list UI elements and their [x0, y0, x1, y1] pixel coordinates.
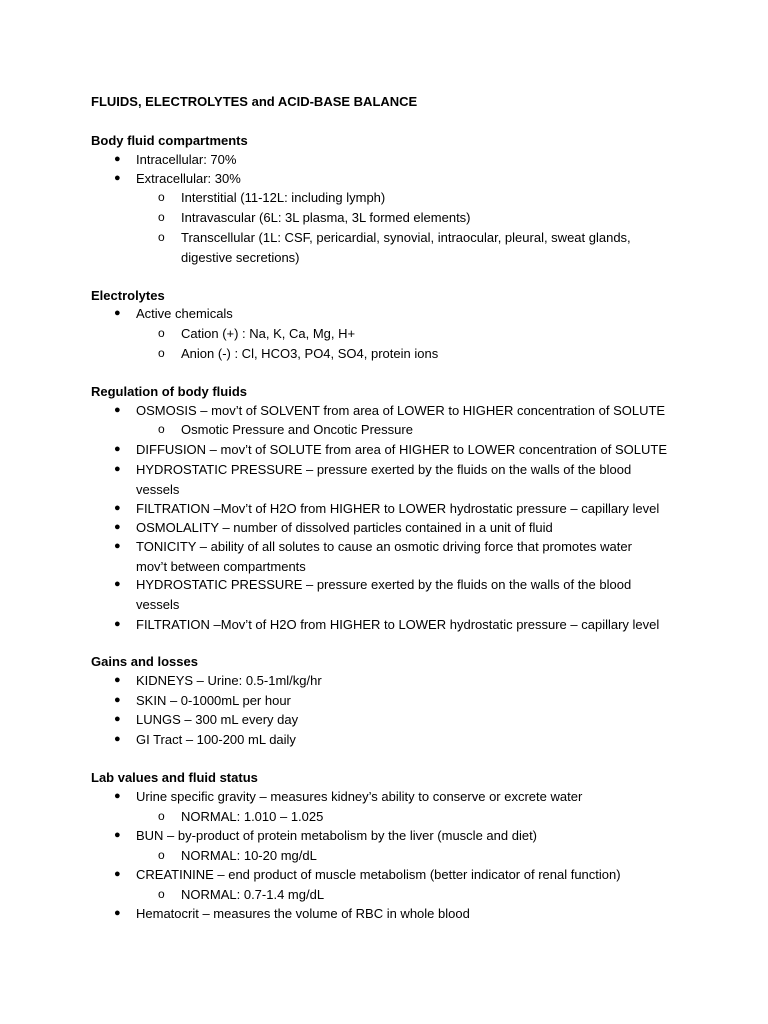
- sub-bullet-circle: o: [158, 809, 165, 823]
- sub-list-item: Cation (+) : Na, K, Ca, Mg, H+: [181, 326, 356, 341]
- list-item-continued: vessels: [136, 482, 180, 497]
- sub-bullet-circle: o: [158, 887, 165, 901]
- list-item: OSMOLALITY – number of dissolved particles contained in a unit of fluid: [136, 520, 553, 535]
- list-item: BUN – by-product of protein metabolism by the liver (muscle and diet): [136, 828, 538, 843]
- document-title: FLUIDS, ELECTROLYTES and ACID-BASE BALANCE: [91, 94, 418, 109]
- sub-bullet-circle: o: [158, 422, 165, 436]
- sub-list-item: Interstitial (11-12L: including lymph): [181, 190, 386, 205]
- sub-list-item: Intravascular (6L: 3L plasma, 3L formed elements): [181, 210, 471, 225]
- list-item: KIDNEYS – Urine: 0.5-1ml/kg/hr: [136, 673, 322, 688]
- bullet-dot: ●: [114, 674, 121, 686]
- bullet-dot: ●: [114, 172, 121, 184]
- bullet-dot: ●: [114, 404, 121, 416]
- section-heading-lab-values: Lab values and fluid status: [91, 770, 258, 785]
- list-item: GI Tract – 100-200 mL daily: [136, 732, 296, 747]
- bullet-dot: ●: [114, 307, 121, 319]
- bullet-dot: ●: [114, 502, 121, 514]
- list-item: Active chemicals: [136, 306, 233, 321]
- list-item: HYDROSTATIC PRESSURE – pressure exerted by the fluids on the walls of the blood: [136, 462, 632, 477]
- sub-list-item: NORMAL: 1.010 – 1.025: [181, 809, 324, 824]
- bullet-dot: ●: [114, 443, 121, 455]
- list-item: DIFFUSION – mov’t of SOLUTE from area of HIGHER to LOWER concentration of SOLUTE: [136, 442, 667, 457]
- bullet-dot: ●: [114, 153, 121, 165]
- sub-list-item: Anion (-) : Cl, HCO3, PO4, SO4, protein ions: [181, 346, 439, 361]
- list-item: OSMOSIS – mov’t of SOLVENT from area of LOWER to HIGHER concentration of SOLUTE: [136, 403, 666, 418]
- list-item: HYDROSTATIC PRESSURE – pressure exerted by the fluids on the walls of the blood: [136, 577, 632, 592]
- bullet-dot: ●: [114, 829, 121, 841]
- section-heading-compartments: Body fluid compartments: [91, 133, 248, 148]
- sub-bullet-circle: o: [158, 190, 165, 204]
- list-item: LUNGS – 300 mL every day: [136, 712, 299, 727]
- bullet-dot: ●: [114, 868, 121, 880]
- sub-list-item: Transcellular (1L: CSF, pericardial, synovial, intraocular, pleural, sweat glands,: [181, 230, 631, 245]
- sub-bullet-circle: o: [158, 848, 165, 862]
- list-item: SKIN – 0-1000mL per hour: [136, 693, 291, 708]
- list-item: FILTRATION –Mov’t of H2O from HIGHER to LOWER hydrostatic pressure – capillary level: [136, 501, 660, 516]
- list-item: FILTRATION –Mov’t of H2O from HIGHER to LOWER hydrostatic pressure – capillary level: [136, 617, 660, 632]
- sub-bullet-circle: o: [158, 210, 165, 224]
- bullet-dot: ●: [114, 540, 121, 552]
- list-item: Intracellular: 70%: [136, 152, 237, 167]
- section-heading-gains-losses: Gains and losses: [91, 654, 198, 669]
- list-item: Urine specific gravity – measures kidney’s ability to conserve or excrete water: [136, 789, 583, 804]
- bullet-dot: ●: [114, 713, 121, 725]
- bullet-dot: ●: [114, 618, 121, 630]
- sub-bullet-circle: o: [158, 346, 165, 360]
- sub-bullet-circle: o: [158, 230, 165, 244]
- sub-list-item: Osmotic Pressure and Oncotic Pressure: [181, 422, 413, 437]
- bullet-dot: ●: [114, 733, 121, 745]
- bullet-dot: ●: [114, 578, 121, 590]
- section-heading-electrolytes: Electrolytes: [91, 288, 165, 303]
- sub-bullet-circle: o: [158, 326, 165, 340]
- sub-list-item-continued: digestive secretions): [181, 250, 300, 265]
- bullet-dot: ●: [114, 463, 121, 475]
- sub-list-item: NORMAL: 10-20 mg/dL: [181, 848, 317, 863]
- bullet-dot: ●: [114, 694, 121, 706]
- list-item-continued: vessels: [136, 597, 180, 612]
- bullet-dot: ●: [114, 521, 121, 533]
- bullet-dot: ●: [114, 907, 121, 919]
- bullet-dot: ●: [114, 790, 121, 802]
- list-item: TONICITY – ability of all solutes to cause an osmotic driving force that promotes water: [136, 539, 632, 554]
- section-heading-regulation: Regulation of body fluids: [91, 384, 247, 399]
- list-item: CREATININE – end product of muscle metabolism (better indicator of renal function): [136, 867, 621, 882]
- list-item-continued: mov’t between compartments: [136, 559, 306, 574]
- list-item: Hematocrit – measures the volume of RBC in whole blood: [136, 906, 470, 921]
- list-item: Extracellular: 30%: [136, 171, 241, 186]
- sub-list-item: NORMAL: 0.7-1.4 mg/dL: [181, 887, 325, 902]
